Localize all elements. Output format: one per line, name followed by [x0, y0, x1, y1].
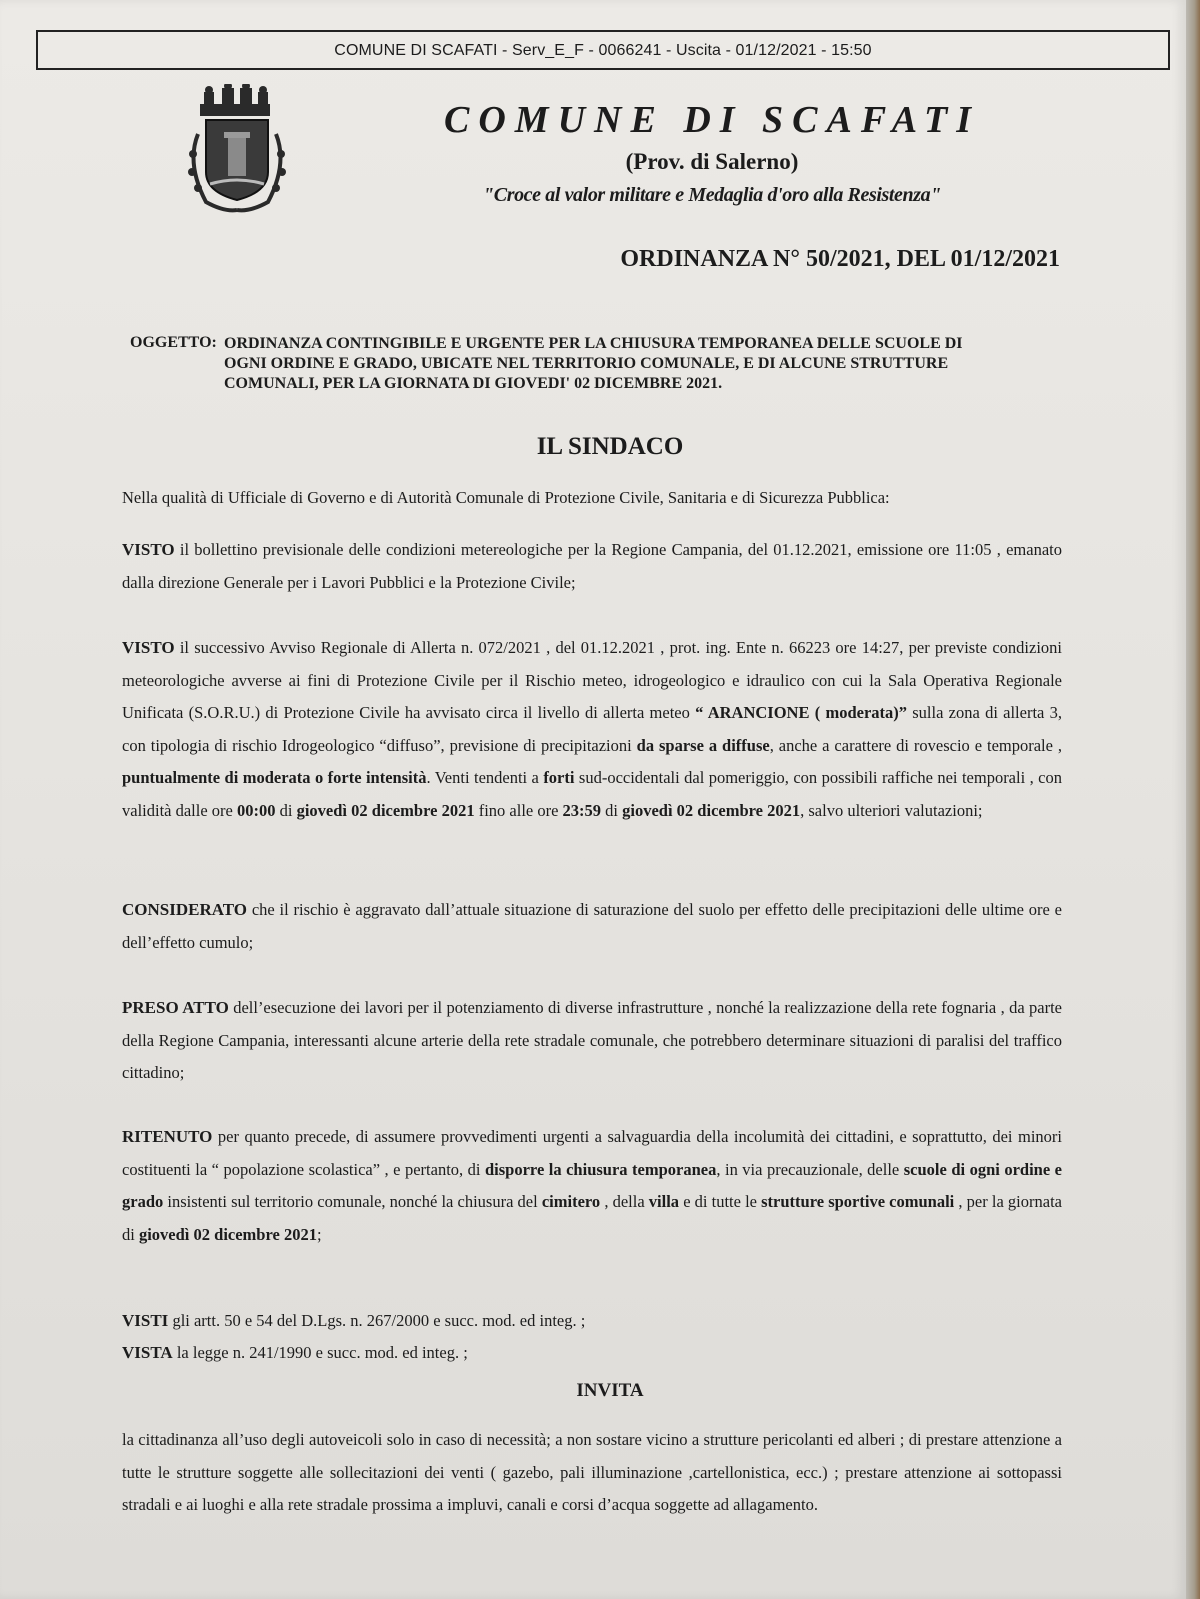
ritenuto-text: e di tutte le [679, 1192, 762, 1211]
subject-line-3: COMUNALI, PER LA GIORNATA DI GIOVEDI' 02 DICEMBRE 2021. [224, 375, 723, 392]
alert-text: , anche a carattere di rovescio e temporale , [769, 735, 1063, 755]
ritenuto-date: giovedì 02 dicembre 2021 [138, 1224, 317, 1244]
considerato-paragraph [122, 894, 1062, 959]
ritenuto-text: insistenti sul territorio comunale, nonché la chiusura del [163, 1192, 542, 1211]
alert-text: sulla zona di allerta 3, con tipologia di rischio Idrogeologico “diffuso”, previsione di precipitazioni [122, 703, 1062, 755]
preso-atto-keyword: PRESO ATTO [122, 998, 229, 1017]
intro-paragraph: Nella qualità di Ufficiale di Governo e di Autorità Comunale di Protezione Civile, Sanitaria e di Sicurezza Pubblica: [122, 488, 890, 507]
alert-text: , salvo ulteriori valutazioni; [800, 800, 983, 820]
invita-heading: INVITA [576, 1380, 644, 1401]
considerato-text: che il rischio è aggravato dall’attuale situazione di saturazione del suolo per effetto delle precipitazioni delle ultime ore e dell’effetto cumulo; [122, 900, 1062, 952]
protocol-text: COMUNE DI SCAFATI - Serv_E_F - 0066241 - Uscita - 01/12/2021 - 15:50 [334, 42, 872, 59]
visto-alert-paragraph [122, 632, 1062, 827]
visti-keyword: VISTI [122, 1311, 169, 1330]
ritenuto-emphasis: cimitero [541, 1192, 601, 1211]
province-line: (Prov. di Salerno) [625, 149, 799, 174]
alert-text: . Venti tendenti a [426, 768, 544, 787]
visti-text: gli artt. 50 e 54 del D.Lgs. n. 267/2000 e succ. mod. ed integ. ; [168, 1311, 586, 1330]
alert-emphasis: puntualmente di moderata o forte intensità [122, 768, 427, 787]
protocol-stamp [36, 30, 1170, 70]
alert-end-time: 23:59 [562, 800, 602, 820]
considerato-keyword: CONSIDERATO [122, 900, 248, 919]
ritenuto-text: , della [600, 1192, 649, 1211]
alert-text: il successivo Avviso Regionale di Allerta n. 072/2021 , del 01.12.2021 , prot. ing. Ente n. 66223 ore 14:27, per previste condizioni meteorologiche avverse ai fini di Protezione Civile per il Rischio meteo, idrogeologico e idraulico con cui la Sala Operativa Regionale Unificata (S.O.R.U.) di Protezione Civile ha avvisato circa il livello di allerta meteo [122, 638, 1062, 722]
mayor-heading: IL SINDACO [536, 433, 684, 460]
alert-text: di [601, 800, 623, 820]
alert-text: fino alle ore [474, 800, 563, 820]
page-edge [1186, 0, 1200, 1599]
ritenuto-text: ; [316, 1224, 322, 1244]
municipality-title: COMUNE DI SCAFATI [444, 99, 980, 141]
coat-of-arms-icon [184, 84, 290, 216]
vista-text: la legge n. 241/1990 e succ. mod. ed integ. ; [172, 1343, 468, 1362]
ritenuto-emphasis: scuole di ogni ordine e grado [122, 1159, 1062, 1211]
subject-label: OGGETTO: [130, 334, 217, 351]
alert-start-date: giovedì 02 dicembre 2021 [296, 800, 475, 820]
invita-paragraph: la cittadinanza all’uso degli autoveicoli solo in caso di necessità; a non sostare vicino a strutture pericolanti ed alberi ; di prestare attenzione a tutte le strutture soggette alle sollecitazioni dei venti ( gazebo, pali illuminazione ,cartellonistica, ecc.) ; prestare attenzione ai sottopassi stradali e ai luoghi e alla rete stradale prossima a impluvi, canali e corsi d’acqua soggette ad allagamento. [122, 1430, 1062, 1514]
vista-keyword: VISTA [122, 1343, 173, 1362]
visto-keyword: VISTO [122, 638, 175, 657]
alert-level: “ ARANCIONE ( moderata)” [695, 703, 908, 722]
ritenuto-emphasis: disporre la chiusura temporanea [485, 1159, 717, 1179]
alert-text: sud-occidentali dal pomeriggio, con possibili raffiche nei temporali , con validità dalle ore [122, 768, 1062, 820]
ritenuto-emphasis: villa [648, 1192, 680, 1211]
ritenuto-paragraph [122, 1121, 1062, 1251]
ritenuto-text: , per la giornata di [122, 1192, 1062, 1244]
alert-emphasis: forti [543, 768, 575, 787]
subject-text [224, 334, 1064, 394]
ritenuto-emphasis: strutture sportive comunali [761, 1192, 955, 1211]
subject-line-2: OGNI ORDINE E GRADO, UBICATE NEL TERRITORIO COMUNALE, E DI ALCUNE STRUTTURE [224, 355, 949, 372]
subject-line-1: ORDINANZA CONTINGIBILE E URGENTE PER LA CHIUSURA TEMPORANEA DELLE SCUOLE DI [224, 335, 963, 352]
preso-atto-paragraph [122, 992, 1062, 1090]
motto-line: "Croce al valor militare e Medaglia d'oro alla Resistenza" [483, 184, 941, 206]
visti-paragraph [122, 1305, 1062, 1338]
ordinance-number: ORDINANZA N° 50/2021, DEL 01/12/2021 [620, 246, 1060, 272]
ritenuto-keyword: RITENUTO [122, 1127, 213, 1146]
ritenuto-text: per quanto precede, di assumere provvedimenti urgenti a salvaguardia della incolumità dei cittadini, e soprattutto, dei minori costituenti la “ popolazione scolastica” , e pertanto, di [122, 1127, 1062, 1179]
visto-bulletin-paragraph [122, 534, 1062, 599]
visto-keyword: VISTO [122, 540, 175, 559]
alert-start-time: 00:00 [237, 800, 276, 820]
vista-paragraph [122, 1337, 1062, 1370]
alert-text: di [275, 800, 297, 820]
visto-bulletin-text: il bollettino previsionale delle condizioni metereologiche per la Regione Campania, del 01.12.2021, emissione ore 11:05 , emanato dalla direzione Generale per i Lavori Pubblici e la Protezione Civile; [122, 540, 1062, 592]
alert-emphasis: da sparse a diffuse [636, 735, 770, 755]
preso-atto-text: dell’esecuzione dei lavori per il potenziamento di diverse infrastrutture , nonché la realizzazione della rete fognaria , da parte della Regione Campania, interessanti alcune arterie della rete stradale comunale, che potrebbero determinare situazioni di paralisi del traffico cittadino; [122, 998, 1062, 1082]
ritenuto-text: , in via precauzionale, delle [716, 1159, 904, 1179]
alert-end-date: giovedì 02 dicembre 2021 [622, 800, 801, 820]
